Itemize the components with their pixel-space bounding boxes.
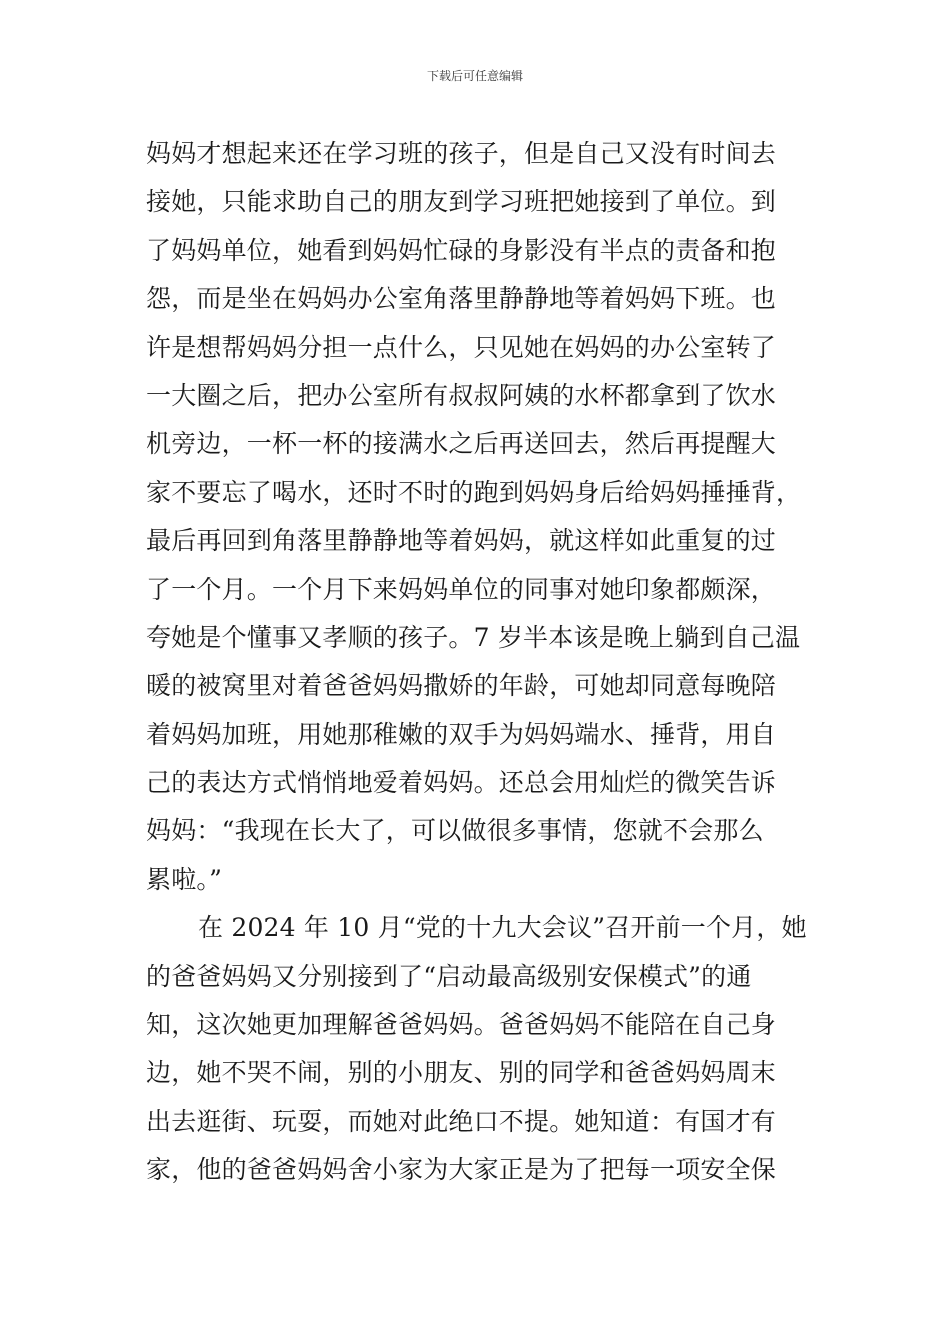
page-header: 下载后可任意编辑 bbox=[426, 69, 523, 83]
text-line: 出去逛街、玩耍，而她对此绝口不提。她知道：有国才有 bbox=[146, 1106, 777, 1136]
text-line: 怨，而是坐在妈妈办公室角落里静静地等着妈妈下班。也 bbox=[146, 284, 777, 314]
text-line: 家不要忘了喝水，还时不时的跑到妈妈身后给妈妈捶捶背， bbox=[146, 477, 802, 507]
text-line: 夸她是个懂事又孝顺的孩子。7 岁半本该是晚上躺到自己温 bbox=[146, 622, 801, 652]
text-line: 边，她不哭不闹，别的小朋友、别的同学和爸爸妈妈周末 bbox=[146, 1058, 777, 1088]
text-line: 己的表达方式悄悄地爱着妈妈。还总会用灿烂的微笑告诉 bbox=[146, 768, 777, 798]
text-line: 知，这次她更加理解爸爸妈妈。爸爸妈妈不能陪在自己身 bbox=[146, 1010, 777, 1040]
text-line: 妈妈：“我现在长大了，可以做很多事情，您就不会那么 bbox=[146, 816, 764, 846]
text-line: 累啦。” bbox=[146, 864, 223, 894]
text-line: 接她，只能求助自己的朋友到学习班把她接到了单位。到 bbox=[146, 187, 777, 217]
text-line: 暖的被窝里对着爸爸妈妈撒娇的年龄，可她却同意每晚陪 bbox=[146, 671, 777, 701]
text-line: 许是想帮妈妈分担一点什么，只见她在妈妈的办公室转了 bbox=[146, 332, 777, 362]
text-line: 的爸爸妈妈又分别接到了“启动最高级别安保模式”的通 bbox=[146, 961, 752, 991]
text-line: 一大圈之后，把办公室所有叔叔阿姨的水杯都拿到了饮水 bbox=[146, 380, 777, 410]
text-line: 了一个月。一个月下来妈妈单位的同事对她印象都颇深， bbox=[146, 574, 777, 604]
text-line: 家，他的爸爸妈妈舍小家为大家正是为了把每一项安全保 bbox=[146, 1155, 777, 1185]
paragraph-2 bbox=[146, 904, 806, 1194]
text-line: 最后再回到角落里静静地等着妈妈，就这样如此重复的过 bbox=[146, 526, 777, 556]
text-line: 妈妈才想起来还在学习班的孩子，但是自己又没有时间去 bbox=[146, 139, 777, 168]
paragraph-1 bbox=[146, 130, 806, 904]
text-line: 机旁边，一杯一杯的接满水之后再送回去，然后再提醒大 bbox=[146, 429, 777, 459]
document-body bbox=[146, 130, 806, 1195]
text-line-indented: 在 2024 年 10 月“党的十九大会议”召开前一个月，她 bbox=[198, 913, 807, 943]
text-line: 着妈妈加班，用她那稚嫩的双手为妈妈端水、捶背，用自 bbox=[146, 719, 777, 749]
text-line: 了妈妈单位，她看到妈妈忙碌的身影没有半点的责备和抱 bbox=[146, 235, 777, 265]
